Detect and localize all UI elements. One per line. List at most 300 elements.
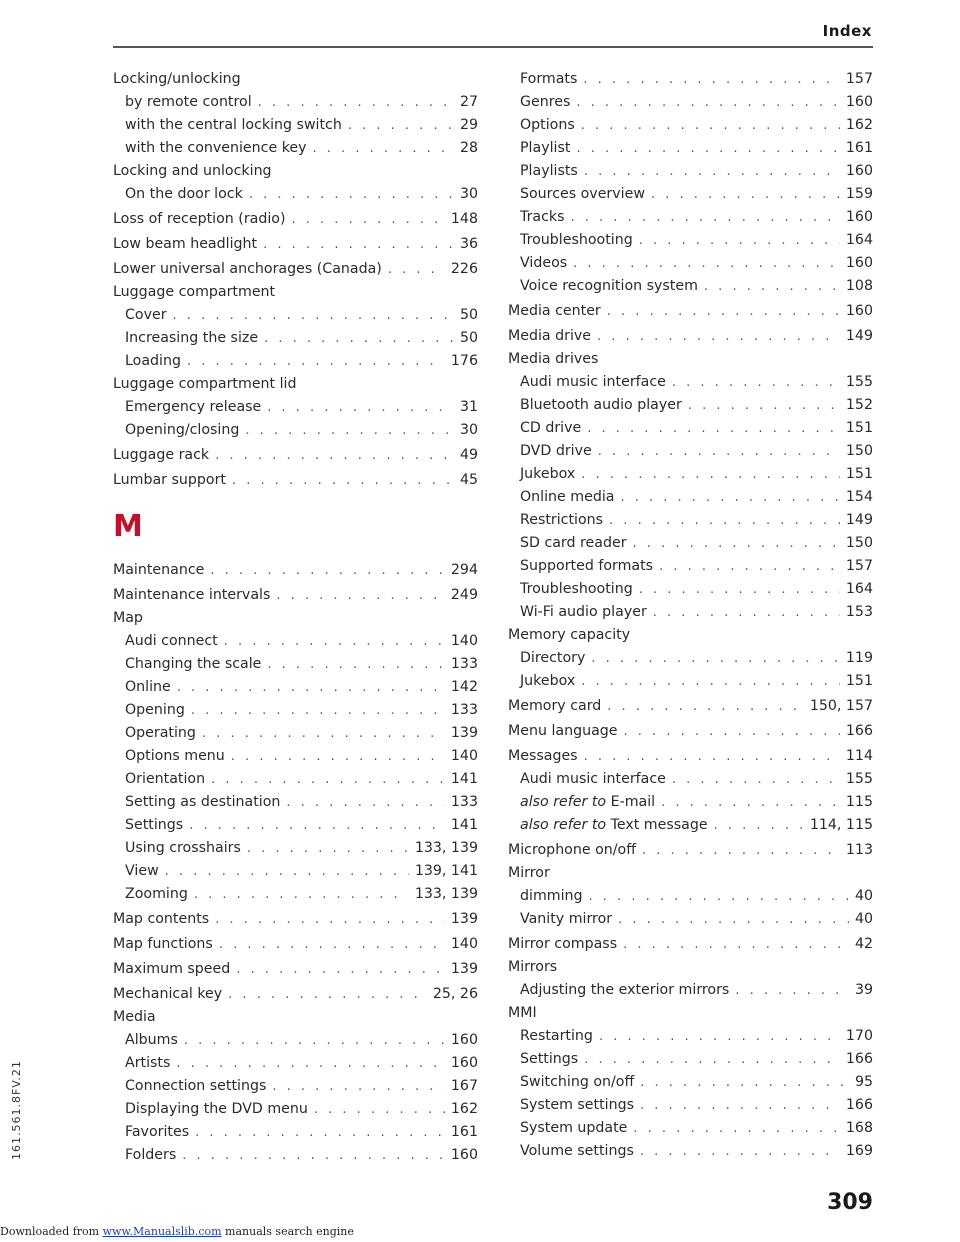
entry-label: Troubleshooting: [520, 581, 633, 597]
page-reference: 157: [845, 71, 873, 87]
entry-label: Menu language: [508, 723, 618, 739]
index-row: [508, 647, 873, 670]
footer-suffix: manuals search engine: [221, 1225, 354, 1238]
page-reference: 159: [845, 186, 873, 202]
entry-label-text: E-mail: [610, 794, 656, 810]
index-entry: [113, 722, 478, 745]
entry-label: Adjusting the exterior mirrors: [520, 982, 730, 998]
index-entry: [113, 1144, 478, 1167]
index-entry: [113, 699, 478, 722]
index-entry: [508, 578, 873, 601]
page-reference: 28: [459, 140, 478, 156]
index-header-title: Index: [822, 22, 872, 40]
entry-label: Increasing the size: [125, 330, 259, 346]
index-entry: [508, 252, 873, 275]
page-reference: 40: [854, 888, 873, 904]
index-row: [508, 1048, 873, 1071]
index-entry: [508, 624, 873, 647]
entry-label: Supported formats: [520, 558, 654, 574]
index-entry: [508, 768, 873, 791]
entry-label: DVD drive: [520, 443, 592, 459]
index-entry: [113, 1006, 478, 1029]
index-entry: [508, 670, 873, 693]
index-row: [508, 578, 873, 601]
index-entry: [508, 348, 873, 371]
page-reference: 45: [459, 472, 478, 488]
leader-dots: [184, 1029, 445, 1052]
index-row: [508, 440, 873, 463]
entry-label: Restarting: [520, 1028, 593, 1044]
entry-label: Voice recognition system: [520, 278, 698, 294]
index-entry: [113, 258, 478, 281]
leader-dots: [598, 440, 840, 463]
page-reference: 140: [450, 633, 478, 649]
index-entry: [508, 160, 873, 183]
page-reference: 152: [845, 397, 873, 413]
leader-dots: [245, 419, 454, 442]
index-entry: [113, 768, 478, 791]
leader-dots: [581, 670, 840, 693]
entry-label: Directory: [520, 650, 586, 666]
page-reference: 139, 141: [414, 863, 478, 879]
index-row: [508, 417, 873, 440]
page-reference: 30: [459, 186, 478, 202]
entry-label: Loss of reception (radio): [113, 211, 286, 227]
cross-reference: also refer to: [520, 817, 607, 833]
index-row: [113, 183, 478, 206]
index-entry: [508, 229, 873, 252]
index-row: [508, 695, 873, 718]
index-row: [113, 983, 478, 1006]
index-entry: [113, 653, 478, 676]
index-row: [113, 137, 478, 160]
page-reference: 36: [459, 236, 478, 252]
index-entry: [113, 281, 478, 304]
index-entry: [113, 497, 478, 557]
index-row: [508, 229, 873, 252]
leader-dots: [173, 304, 454, 327]
leader-dots: [236, 958, 445, 981]
page-reference: 169: [845, 1143, 873, 1159]
page-reference: 142: [450, 679, 478, 695]
index-row: [113, 630, 478, 653]
leader-dots: [639, 229, 840, 252]
index-row: [113, 933, 478, 956]
index-entry: [508, 68, 873, 91]
page-reference: 139: [450, 725, 478, 741]
index-entry: [508, 1002, 873, 1025]
page-reference: 150: [845, 443, 873, 459]
index-row: [508, 1140, 873, 1163]
page-reference: 133, 139: [414, 840, 478, 856]
index-entry: [113, 1121, 478, 1144]
entry-label: Tracks: [520, 209, 565, 225]
leader-dots: [191, 699, 445, 722]
index-heading: Media drives: [508, 351, 599, 367]
leader-dots: [661, 791, 840, 814]
leader-dots: [581, 114, 840, 137]
entry-label: Low beam headlight: [113, 236, 258, 252]
index-entry: [113, 114, 478, 137]
page-reference: 50: [459, 307, 478, 323]
entry-label: Options: [520, 117, 575, 133]
index-entry: [113, 860, 478, 883]
entry-label: Wi-Fi audio player: [520, 604, 647, 620]
entry-label: Displaying the DVD menu: [125, 1101, 308, 1117]
page-reference: 160: [450, 1032, 478, 1048]
entry-label: Map functions: [113, 936, 213, 952]
index-row: [113, 444, 478, 467]
entry-label: Switching on/off: [520, 1074, 635, 1090]
page-reference: 115: [845, 794, 873, 810]
leader-dots: [219, 933, 445, 956]
index-entry: [113, 444, 478, 467]
entry-label: Vanity mirror: [520, 911, 613, 927]
index-entry: [508, 647, 873, 670]
page-reference: 164: [845, 581, 873, 597]
index-heading: MMI: [508, 1005, 537, 1021]
index-entry: [508, 394, 873, 417]
entry-label: Memory card: [508, 698, 602, 714]
leader-dots: [210, 559, 445, 582]
leader-dots: [177, 676, 445, 699]
leader-dots: [314, 1098, 445, 1121]
page-reference: 113: [845, 842, 873, 858]
index-entry: [508, 114, 873, 137]
index-row: [113, 1144, 478, 1167]
index-entry: [508, 1071, 873, 1094]
page-reference: 108: [845, 278, 873, 294]
index-entry: [508, 814, 873, 837]
entry-label: Favorites: [125, 1124, 190, 1140]
leader-dots: [624, 720, 840, 743]
index-entry: [113, 933, 478, 956]
page-reference: 151: [845, 466, 873, 482]
page-reference: 141: [450, 771, 478, 787]
entry-label: Opening/closing: [125, 422, 240, 438]
index-row: [113, 327, 478, 350]
index-row: [508, 252, 873, 275]
leader-dots: [348, 114, 454, 137]
index-entry: [113, 630, 478, 653]
page-reference: 25, 26: [432, 986, 478, 1002]
leader-dots: [642, 839, 840, 862]
index-row: [113, 208, 478, 231]
index-entry: [113, 350, 478, 373]
entry-label: Online: [125, 679, 171, 695]
page-reference: 161: [845, 140, 873, 156]
entry-label-text: Text message: [610, 817, 708, 833]
leader-dots: [672, 768, 840, 791]
index-entry: [508, 791, 873, 814]
page-reference: 153: [845, 604, 873, 620]
leader-dots: [272, 1075, 445, 1098]
index-row: [113, 1121, 478, 1144]
entry-label: Emergency release: [125, 399, 262, 415]
leader-dots: [576, 137, 839, 160]
footer: [0, 1225, 354, 1238]
index-row: [508, 206, 873, 229]
index-row: [508, 1025, 873, 1048]
entry-label: Bluetooth audio player: [520, 397, 682, 413]
page-reference: 168: [845, 1120, 873, 1136]
index-entry: [508, 206, 873, 229]
page-reference: 176: [450, 353, 478, 369]
leader-dots: [640, 1094, 840, 1117]
page-reference: 160: [845, 303, 873, 319]
index-entry: [113, 1029, 478, 1052]
leader-dots: [618, 908, 849, 931]
leader-dots: [263, 233, 454, 256]
page-reference: 151: [845, 673, 873, 689]
leader-dots: [292, 208, 445, 231]
index-heading: Locking and unlocking: [113, 163, 272, 179]
index-row: [508, 814, 873, 837]
index-entry: [113, 137, 478, 160]
index-row: [508, 768, 873, 791]
page-reference: 160: [845, 163, 873, 179]
page-reference: 155: [845, 771, 873, 787]
entry-label: Online media: [520, 489, 615, 505]
index-entry: [113, 745, 478, 768]
index-column-right: [508, 68, 873, 1163]
leader-dots: [267, 653, 445, 676]
index-entry: [508, 1117, 873, 1140]
page-number: 309: [827, 1190, 873, 1215]
index-row: [508, 1094, 873, 1117]
leader-dots: [576, 91, 840, 114]
entry-label: Setting as destination: [125, 794, 281, 810]
entry-label: Media center: [508, 303, 601, 319]
leader-dots: [591, 647, 840, 670]
leader-dots: [714, 814, 804, 837]
index-row: [508, 183, 873, 206]
index-row: [508, 670, 873, 693]
index-row: [113, 469, 478, 492]
page-reference: 30: [459, 422, 478, 438]
index-entry: [508, 908, 873, 931]
index-row: [508, 68, 873, 91]
page-reference: 50: [459, 330, 478, 346]
index-row: [113, 304, 478, 327]
index-row: [113, 1029, 478, 1052]
page-reference: 160: [845, 255, 873, 271]
leader-dots: [276, 584, 445, 607]
page-reference: 294: [450, 562, 478, 578]
entry-label: dimming: [520, 888, 583, 904]
index-heading: Map: [113, 610, 143, 626]
leader-dots: [607, 695, 804, 718]
entry-label: with the convenience key: [125, 140, 307, 156]
index-entry: [113, 233, 478, 256]
entry-label: Volume settings: [520, 1143, 634, 1159]
leader-dots: [584, 745, 840, 768]
index-row: [508, 509, 873, 532]
index-row: [113, 559, 478, 582]
leader-dots: [249, 183, 454, 206]
leader-dots: [653, 601, 840, 624]
index-entry: [508, 137, 873, 160]
page-reference: 151: [845, 420, 873, 436]
entry-label: SD card reader: [520, 535, 627, 551]
index-row: [508, 91, 873, 114]
header-rule: [113, 46, 873, 48]
leader-dots: [165, 860, 409, 883]
leader-dots: [388, 258, 445, 281]
page-reference: 133, 139: [414, 886, 478, 902]
index-row: [113, 768, 478, 791]
page-reference: 167: [450, 1078, 478, 1094]
index-entry: [508, 325, 873, 348]
index-entry: [508, 440, 873, 463]
index-entry: [508, 862, 873, 885]
index-entry: [113, 1052, 478, 1075]
page-reference: 150, 157: [809, 698, 873, 714]
index-entry: [113, 419, 478, 442]
index-entry: [508, 183, 873, 206]
page-reference: 149: [845, 328, 873, 344]
leader-dots: [215, 444, 454, 467]
index-entry: [113, 469, 478, 492]
leader-dots: [258, 91, 454, 114]
entry-label: Playlist: [520, 140, 571, 156]
entry-label: [520, 814, 708, 837]
leader-dots: [607, 300, 840, 323]
index-entry: [113, 559, 478, 582]
index-heading: Mirrors: [508, 959, 558, 975]
entry-label: Zooming: [125, 886, 188, 902]
leader-dots: [313, 137, 454, 160]
leader-dots: [659, 555, 840, 578]
index-entry: [508, 300, 873, 323]
index-entry: [508, 695, 873, 718]
index-row: [508, 745, 873, 768]
leader-dots: [187, 350, 445, 373]
page-reference: 166: [845, 1051, 873, 1067]
page-reference: 133: [450, 702, 478, 718]
entry-label: Settings: [125, 817, 184, 833]
index-row: [113, 91, 478, 114]
page-reference: 39: [854, 982, 873, 998]
leader-dots: [211, 768, 445, 791]
index-heading: Memory capacity: [508, 627, 631, 643]
leader-dots: [688, 394, 840, 417]
leader-dots: [640, 1071, 849, 1094]
index-row: [113, 722, 478, 745]
index-row: [508, 555, 873, 578]
leader-dots: [640, 1140, 840, 1163]
index-row: [113, 1052, 478, 1075]
leader-dots: [639, 578, 840, 601]
index-entry: [508, 91, 873, 114]
leader-dots: [633, 1117, 840, 1140]
page-reference: 249: [450, 587, 478, 603]
index-entry: [508, 601, 873, 624]
page-reference: 29: [459, 117, 478, 133]
page-reference: 114, 115: [809, 817, 873, 833]
index-entry: [113, 1075, 478, 1098]
index-entry: [508, 509, 873, 532]
entry-label: Audi music interface: [520, 374, 666, 390]
index-row: [508, 1117, 873, 1140]
leader-dots: [264, 327, 454, 350]
leader-dots: [232, 469, 454, 492]
index-entry: [508, 885, 873, 908]
index-row: [113, 908, 478, 931]
index-entry: [508, 275, 873, 298]
entry-label: Restrictions: [520, 512, 604, 528]
page-reference: 164: [845, 232, 873, 248]
leader-dots: [584, 1048, 840, 1071]
entry-label: Operating: [125, 725, 196, 741]
leader-dots: [589, 885, 849, 908]
index-row: [113, 860, 478, 883]
index-row: [113, 958, 478, 981]
leader-dots: [195, 1121, 445, 1144]
index-row: [113, 350, 478, 373]
entry-label: Messages: [508, 748, 578, 764]
page-reference: 27: [459, 94, 478, 110]
page-reference: 150: [845, 535, 873, 551]
index-entry: [508, 1025, 873, 1048]
index-row: [508, 885, 873, 908]
entry-label: Genres: [520, 94, 571, 110]
entry-label: Media drive: [508, 328, 592, 344]
section-letter: M: [113, 509, 143, 544]
index-row: [113, 233, 478, 256]
leader-dots: [202, 722, 445, 745]
leader-dots: [597, 325, 840, 348]
entry-label: Formats: [520, 71, 578, 87]
footer-link[interactable]: www.Manualslib.com: [102, 1225, 222, 1238]
index-row: [508, 371, 873, 394]
entry-label: Maintenance intervals: [113, 587, 271, 603]
entry-label: Audi connect: [125, 633, 218, 649]
index-row: [113, 883, 478, 906]
index-entry: [113, 304, 478, 327]
page-reference: 40: [854, 911, 873, 927]
page-reference: 149: [845, 512, 873, 528]
page-reference: 160: [845, 94, 873, 110]
index-entry: [508, 417, 873, 440]
page-reference: 139: [450, 961, 478, 977]
entry-label: Luggage rack: [113, 447, 210, 463]
index-entry: [508, 1048, 873, 1071]
index-row: [508, 394, 873, 417]
leader-dots: [571, 206, 840, 229]
index-heading: Media: [113, 1009, 156, 1025]
leader-dots: [587, 417, 840, 440]
entry-label: Lumbar support: [113, 472, 226, 488]
index-row: [113, 745, 478, 768]
page-reference: 157: [845, 558, 873, 574]
index-entry: [508, 720, 873, 743]
entry-label: Changing the scale: [125, 656, 262, 672]
entry-label: Maintenance: [113, 562, 205, 578]
leader-dots: [182, 1144, 445, 1167]
page-reference: 226: [450, 261, 478, 277]
index-entry: [113, 837, 478, 860]
footer-prefix: Downloaded from: [0, 1225, 103, 1238]
entry-label: Using crosshairs: [125, 840, 241, 856]
entry-label: Orientation: [125, 771, 206, 787]
entry-label: CD drive: [520, 420, 582, 436]
index-row: [508, 463, 873, 486]
index-row: [113, 676, 478, 699]
leader-dots: [584, 160, 840, 183]
index-row: [508, 839, 873, 862]
page-reference: 140: [450, 748, 478, 764]
